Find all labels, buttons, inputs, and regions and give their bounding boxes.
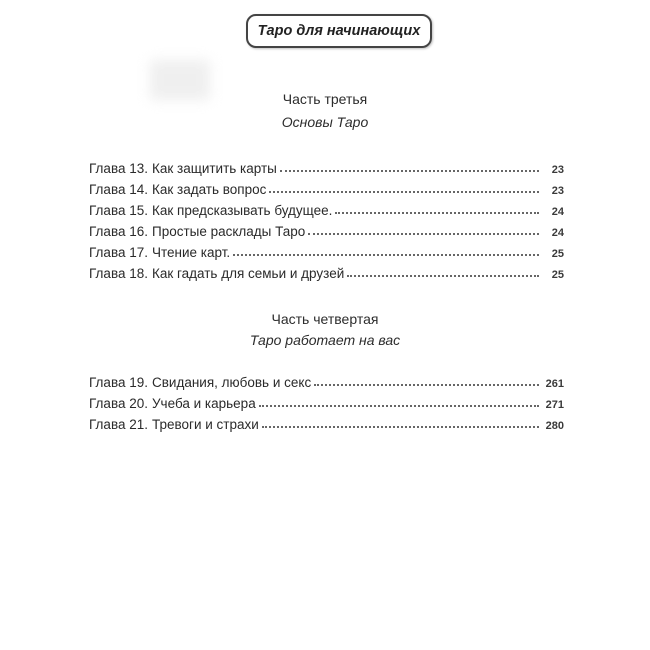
dot-leader: [347, 275, 539, 277]
page-number: 271: [545, 399, 564, 411]
toc-entry[interactable]: [89, 155, 564, 176]
dot-leader: [335, 212, 539, 214]
chapter-number: Глава 20.: [89, 396, 148, 411]
book-title-box: [246, 14, 432, 48]
chapter-title: Чтение карт.: [151, 245, 231, 260]
chapter-title: Как предсказывать будущее.: [151, 203, 333, 218]
dot-leader: [233, 254, 539, 256]
toc-entry[interactable]: [89, 218, 564, 239]
toc-entry[interactable]: [89, 411, 564, 432]
chapter-title: Как защитить карты: [151, 161, 277, 176]
toc-entry[interactable]: [89, 369, 564, 390]
chapter-number: Глава 15.: [89, 203, 148, 218]
chapter-number: Глава 17.: [89, 245, 148, 260]
chapter-number: Глава 18.: [89, 266, 148, 281]
page-number: 23: [551, 164, 564, 176]
page-number: 280: [545, 420, 564, 432]
page-number: 24: [551, 206, 564, 218]
dot-leader: [314, 384, 539, 386]
part-four-subtitle: Таро работает на вас: [249, 332, 401, 348]
chapter-title: Как задать вопрос: [151, 182, 267, 197]
toc-entry[interactable]: [89, 260, 564, 281]
chapter-title: Учеба и карьера: [151, 396, 256, 411]
part-four-heading: Часть четвертая: [271, 311, 379, 327]
chapter-title: Как гадать для семьи и друзей: [151, 266, 345, 281]
part-three-toc: [89, 155, 564, 281]
chapter-title: Простые расклады Таро: [151, 224, 306, 239]
chapter-number: Глава 21.: [89, 417, 148, 432]
chapter-number: Глава 14.: [89, 182, 148, 197]
part-four-toc: [89, 369, 564, 432]
page-number: 24: [551, 227, 564, 239]
dot-leader: [259, 405, 539, 407]
chapter-title: Тревоги и страхи: [151, 417, 259, 432]
dot-leader: [269, 191, 539, 193]
dot-leader: [262, 426, 539, 428]
book-title: Таро для начинающих: [257, 23, 421, 39]
toc-entry[interactable]: [89, 176, 564, 197]
toc-entry[interactable]: [89, 197, 564, 218]
chapter-number: Глава 13.: [89, 161, 148, 176]
part-three-heading: Часть третья: [282, 91, 368, 107]
toc-entry[interactable]: [89, 390, 564, 411]
dot-leader: [280, 170, 539, 172]
page-number: 261: [545, 378, 564, 390]
toc-entry[interactable]: [89, 239, 564, 260]
page-number: 25: [551, 248, 564, 260]
dot-leader: [308, 233, 539, 235]
chapter-title: Свидания, любовь и секс: [151, 375, 312, 390]
part-three-subtitle: Основы Таро: [281, 114, 369, 130]
page-number: 25: [551, 269, 564, 281]
chapter-number: Глава 19.: [89, 375, 148, 390]
page-number: 23: [551, 185, 564, 197]
chapter-number: Глава 16.: [89, 224, 148, 239]
